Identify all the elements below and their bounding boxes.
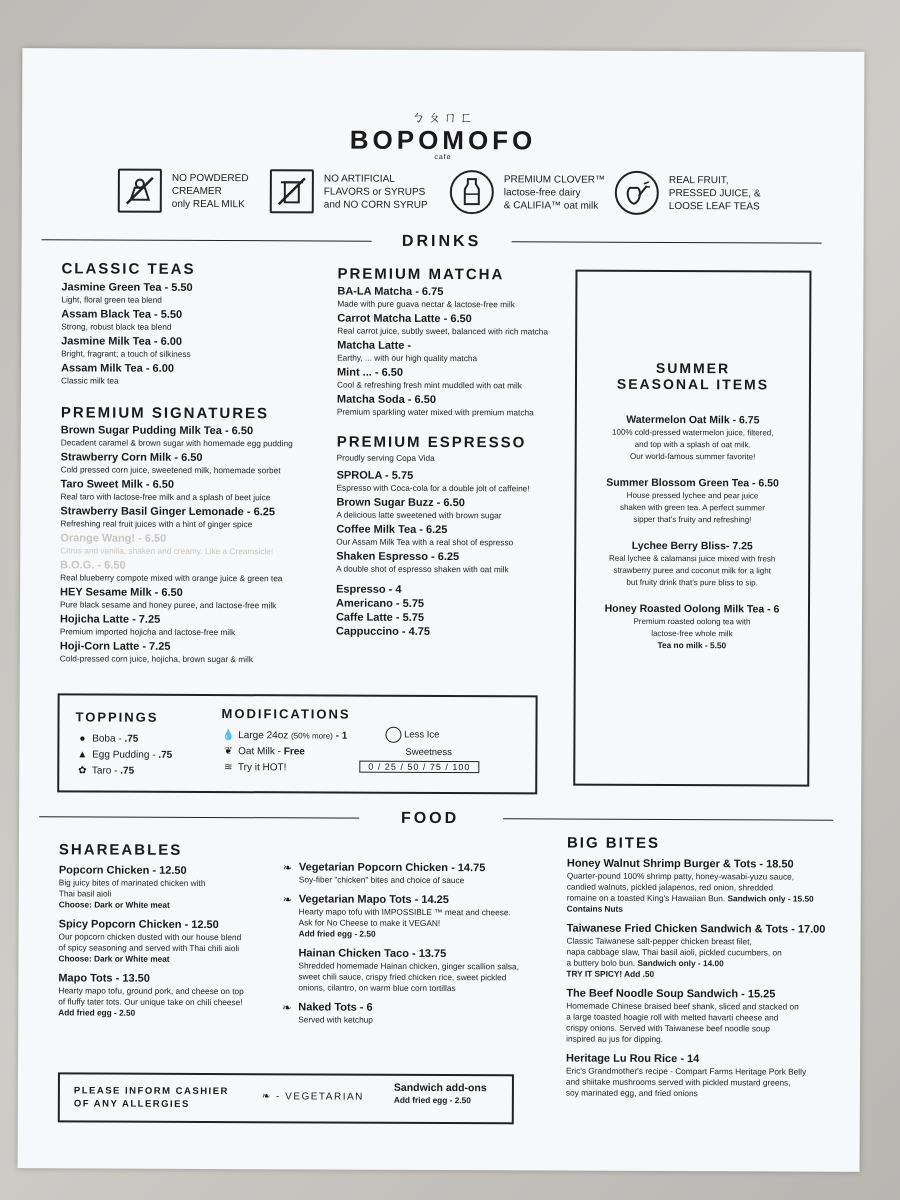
item-name: Assam Milk Tea - 6.00 <box>61 362 174 375</box>
item-desc: Decadent caramel & brown sugar with homemade egg pudding <box>60 437 293 449</box>
menu-item <box>337 286 577 311</box>
vegetarian-legend: ❧ - VEGETARIAN <box>261 1091 364 1103</box>
item-desc: inspired au jus for dipping. <box>566 1033 664 1044</box>
item-name: Vegetarian Mapo Tots - 14.25 <box>298 893 449 907</box>
allergy-note <box>74 1084 229 1111</box>
item-note: TRY IT SPICY! Add .50 <box>566 968 655 979</box>
heat-icon: ≋ <box>224 762 233 774</box>
toppings-title: TOPPINGS <box>75 709 159 725</box>
category-title: PREMIUM MATCHA <box>337 265 505 284</box>
leaf-icon: ❧ <box>282 894 292 907</box>
badge-text-line: only REAL MILK <box>171 198 245 210</box>
menu-item <box>337 394 577 419</box>
seasonal-title: SUMMER <box>655 359 731 377</box>
item-desc: Real lychee & calamansi juice mixed with fresh <box>609 553 776 564</box>
item-desc: crispy onions. Served with Taiwanese beef noodle soup <box>566 1022 770 1034</box>
badge-no-creamer <box>118 169 249 214</box>
menu-item <box>337 470 577 495</box>
item-name: Jasmine Green Tea - 5.50 <box>61 281 193 294</box>
item-desc: A double shot of espresso shaken with oat milk <box>336 563 509 575</box>
item-desc: Citrus and vanilla, shaken and creamy. Like a Creamsicle! <box>60 545 274 557</box>
topping-item: ● Boba - .75 <box>75 731 172 747</box>
item-name: Assam Black Tea - 5.50 <box>61 308 183 321</box>
addons-title: Sandwich add-ons <box>393 1081 487 1095</box>
item-desc: Refreshing real fruit juices with a hint of ginger spice <box>60 518 253 530</box>
item-name: BA-LA Matcha - 6.75 <box>337 285 444 299</box>
item-desc: Homemade Chinese braised beef shank, sliced and stacked on <box>566 1000 799 1012</box>
item-name: Vegetarian Popcorn Chicken - 14.75 <box>298 861 486 875</box>
item-desc: Classic Taiwanese salt-pepper chicken breast filet, <box>566 935 752 947</box>
shareables-section <box>58 841 292 1019</box>
seasonal-title: SEASONAL ITEMS <box>616 375 770 393</box>
menu-item <box>336 551 576 576</box>
item-desc: Ask for No Cheese to make it VEGAN! <box>298 917 441 928</box>
item-desc: and shiitake mushrooms served with pickled mustard greens, <box>565 1076 791 1088</box>
menu-item <box>283 861 553 886</box>
menu-item <box>60 613 350 638</box>
topping-item: ▲ Egg Pudding - .75 <box>75 747 172 763</box>
item-desc: of spicy seasoning and served with Thai chili aioli <box>58 942 240 954</box>
badge-text-line: & CALIFIA™ oat milk <box>503 199 599 212</box>
logo-glyphs: ㄅㄆㄇㄈ <box>411 108 476 126</box>
menu-item <box>576 603 808 652</box>
menu-item <box>61 308 341 333</box>
sandwich-addons <box>394 1082 487 1106</box>
menu-item <box>336 524 576 549</box>
sweetness-label: Sweetness <box>405 746 452 759</box>
allergy-line: OF ANY ALLERGIES <box>73 1098 190 1110</box>
menu-item <box>567 858 857 916</box>
item-name: Honey Roasted Oolong Milk Tea - 6 <box>604 602 780 616</box>
leaf-icon: ❧ <box>282 862 293 875</box>
menu-item <box>61 335 341 360</box>
item-desc: napa cabbage slaw, Thai basil aioli, pickled cucumbers, on <box>566 946 782 958</box>
item-desc: Quarter-pound 100% shrimp patty, honey-wasabi-yuzu sauce, <box>566 870 795 882</box>
item-desc: Served with ketchup <box>298 1014 373 1025</box>
category-title: PREMIUM SIGNATURES <box>60 404 270 423</box>
menu-item <box>60 532 350 557</box>
item-name: Naked Tots - 6 <box>298 1001 373 1014</box>
item-desc: Hearty mapo tofu, ground pork, and cheese on top <box>58 985 244 997</box>
item-name: Strawberry Corn Milk - 6.50 <box>60 451 203 464</box>
item-desc: Soy-fiber "chicken" bites and choice of sauce <box>298 874 465 886</box>
item-name: SPROLA - 5.75 <box>336 469 414 482</box>
allergy-line: PLEASE INFORM CASHIER <box>73 1085 229 1098</box>
item-desc: Earthy, ... with our high quality matcha <box>337 352 478 364</box>
item-name: Watermelon Oat Milk - 6.75 <box>626 413 760 427</box>
item-desc: Real blueberry compote mixed with orange juice & green tea <box>60 572 283 584</box>
item-name: Hojicha Latte - 7.25 <box>59 613 161 626</box>
item-note: Choose: Dark or White meat <box>58 953 170 964</box>
item-note: Choose: Dark or White meat <box>58 899 170 910</box>
badge-text-line: REAL FRUIT, <box>668 174 729 186</box>
item-name: Orange Wang! - 6.50 <box>60 532 167 545</box>
menu-item <box>576 540 808 590</box>
badge-text-line: PRESSED JUICE, & <box>668 187 761 199</box>
item-name: Taro Sweet Milk - 6.50 <box>60 478 175 491</box>
item-desc: A delicious latte sweetened with brown sugar <box>336 509 502 521</box>
egg-pudding-icon: ▲ <box>77 749 88 761</box>
modification-item: ≋ Try it HOT! <box>221 760 347 777</box>
footer-box <box>58 1072 514 1124</box>
badge-text-line: PREMIUM CLOVER™ <box>503 173 606 186</box>
category-title: BIG BITES <box>566 834 661 852</box>
item-desc: a buttery bolo bun. Sandwich only - 14.00 <box>566 957 724 969</box>
item-desc: soy marinated egg, and fried onions <box>565 1087 698 1099</box>
milk-bottle-icon <box>450 170 494 214</box>
modifications-list <box>221 728 347 777</box>
item-name: Caffe Latte - 5.75 <box>335 611 425 624</box>
item-name: Hoji-Corn Latte - 7.25 <box>59 640 171 653</box>
item-note: Add fried egg - 2.50 <box>298 928 376 939</box>
item-desc: Premium roasted oolong tea with <box>633 616 751 627</box>
modifications-title: MODIFICATIONS <box>221 706 351 722</box>
item-desc: of fluffy tater tots. Our unique take on chili cheese! <box>58 996 243 1008</box>
badge-text-line: and NO CORN SYRUP <box>323 198 428 211</box>
droplets-icon: 💧 <box>222 730 235 742</box>
topping-name: Taro <box>91 765 112 777</box>
badge-text-line: NO ARTIFICIAL <box>323 172 395 185</box>
item-desc: Real taro with lactose-free milk and a splash of beet juice <box>60 491 271 503</box>
item-desc: Real carrot juice, subtly sweet, balanced with rich matcha <box>337 325 548 337</box>
item-desc: romaine on a toasted King's Hawaiian Bun. Sandwich only - 15.50 <box>566 892 814 904</box>
item-name: Honey Walnut Shrimp Burger & Tots - 18.50 <box>566 857 794 871</box>
premium-matcha-section <box>337 266 578 419</box>
topping-price: .75 <box>124 733 139 745</box>
logo-subtitle: cafe <box>434 153 452 162</box>
item-name: Popcorn Chicken - 12.50 <box>58 864 187 877</box>
item-desc: Hearty mapo tofu with IMPOSSIBLE ™ meat and cheese. <box>298 906 511 918</box>
item-desc: Cool & refreshing fresh mint muddled with oat milk <box>336 379 522 391</box>
premium-signatures-section <box>60 404 351 665</box>
item-desc: but fruity drink that's pure bliss to sip. <box>626 577 758 588</box>
badge-real-fruit <box>615 171 761 216</box>
menu-item <box>60 559 350 584</box>
item-name: Heritage Lu Rou Rice - 14 <box>566 1052 700 1066</box>
menu-item <box>58 972 288 1019</box>
taro-icon: ✿ <box>78 765 87 777</box>
menu-item <box>60 640 350 665</box>
menu-item <box>58 918 288 965</box>
badge-text-line: CREAMER <box>171 185 222 197</box>
item-name: Strawberry Basil Ginger Lemonade - 6.25 <box>60 505 276 519</box>
item-name: The Beef Noodle Soup Sandwich - 15.25 <box>566 987 776 1001</box>
item-desc: shaken with green tea. A perfect summer <box>619 502 765 513</box>
menu-item <box>61 424 351 449</box>
food-title: FOOD <box>400 809 460 828</box>
less-ice-icon <box>385 727 401 743</box>
topping-price: .75 <box>158 749 173 761</box>
leaf-icon: ❧ <box>282 1002 292 1015</box>
item-name: Taiwanese Fried Chicken Sandwich & Tots - 17.00 <box>566 922 826 936</box>
item-note: Tea no milk - 5.50 <box>657 639 727 651</box>
section-subtitle: Proudly serving Copa Vida <box>336 452 435 463</box>
item-desc: sipper that's fruity and refreshing! <box>633 514 752 525</box>
item-desc: Premium imported hojicha and lactose-free milk <box>59 626 236 638</box>
middle-food-column <box>282 861 553 1026</box>
no-powdered-creamer-icon <box>118 169 162 213</box>
modification-item: ❦ Oat Milk - Free <box>221 744 347 761</box>
boba-icon: ● <box>79 733 86 745</box>
item-desc: and top with a splash of oat milk. <box>634 439 751 450</box>
toppings-list <box>75 731 172 779</box>
badge-clover <box>450 170 605 215</box>
item-desc: 100% cold-pressed watermelon juice, filtered, <box>612 427 774 438</box>
badge-text-line: FLAVORS or SYRUPS <box>323 185 426 198</box>
menu-item <box>61 281 341 306</box>
oat-icon: ❦ <box>224 746 233 758</box>
item-name: Summer Blossom Green Tea - 6.50 <box>606 476 779 490</box>
menu-sheet <box>18 48 865 1172</box>
item-name: Brown Sugar Pudding Milk Tea - 6.50 <box>60 424 254 438</box>
category-title: PREMIUM ESPRESSO <box>336 433 527 452</box>
item-name: HEY Sesame Milk - 6.50 <box>60 586 183 599</box>
logo: BOPOMOFO <box>349 124 537 156</box>
topping-name: Egg Pudding <box>92 749 150 761</box>
item-inline-price: Sandwich only - 14.00 <box>637 957 724 969</box>
item-note: Add fried egg - 2.50 <box>58 1007 136 1018</box>
topping-name: Boba <box>92 733 116 745</box>
badge-text-line: LOOSE LEAF TEAS <box>668 200 760 212</box>
item-desc: sweet chili sauce, crispy fried chicken rice, sweet pickled <box>298 971 507 983</box>
drinks-title: DRINKS <box>401 232 482 251</box>
menu-item <box>60 505 350 530</box>
item-name: Cappuccino - 4.75 <box>335 625 431 638</box>
item-desc: Our world-famous summer favorite! <box>629 451 756 462</box>
item-desc: strawberry puree and coconut milk for a light <box>613 565 771 576</box>
item-desc: Shredded homemade Hainan chicken, ginger scallion salsa, <box>298 960 519 972</box>
menu-item <box>283 893 553 940</box>
item-desc: Our popcorn chicken dusted with our house blend <box>58 931 242 943</box>
item-inline-price: Sandwich only - 15.50 <box>727 893 814 904</box>
item-desc: Classic milk tea <box>60 375 119 386</box>
item-desc: Made with pure guava nectar & lactose-free milk <box>337 298 515 310</box>
item-desc: candied walnuts, pickled jalapenos, red onion, shredded <box>566 881 774 893</box>
sweetness-scale: 0 / 25 / 50 / 75 / 100 <box>359 761 479 774</box>
item-desc: Premium sparkling water mixed with premium matcha <box>336 406 534 418</box>
menu-item <box>566 1053 856 1100</box>
menu-item <box>566 923 856 981</box>
modification-item: 💧 Large 24oz (50% more) - 1 <box>221 728 347 745</box>
item-desc: House pressed lychee and pear juice <box>626 490 759 501</box>
item-desc: onions, cilantro, on warm blue corn tortillas <box>298 982 456 994</box>
fruit-icon <box>615 171 659 215</box>
item-name: Matcha Latte - <box>337 339 412 352</box>
less-ice-option: Less Ice <box>385 727 439 743</box>
menu-item <box>337 340 577 365</box>
toppings-modifications-box <box>57 693 537 794</box>
item-desc: Espresso with Coca-cola for a double jolt of caffeine! <box>336 482 530 494</box>
item-name: Espresso - 4 <box>336 583 402 596</box>
menu-item <box>60 586 350 611</box>
big-bites-section <box>566 835 857 1100</box>
badge-text-line: NO POWDERED <box>171 172 249 184</box>
item-name: Matcha Soda - 6.50 <box>336 393 436 406</box>
item-desc: Light, floral green tea blend <box>61 294 162 305</box>
item-desc: Pure black sesame and honey puree, and lactose-free milk <box>59 599 277 611</box>
topping-item: ✿ Taro - .75 <box>75 763 172 779</box>
item-desc: a large toasted hoagie roll with melted havarti cheese and <box>566 1011 779 1023</box>
item-name: Coffee Milk Tea - 6.25 <box>336 523 448 537</box>
menu-item <box>576 477 808 527</box>
menu-item <box>337 367 577 392</box>
divider <box>512 241 822 243</box>
menu-item <box>59 864 289 911</box>
category-title: CLASSIC TEAS <box>61 260 196 278</box>
menu-item <box>60 478 350 503</box>
item-name: Americano - 5.75 <box>336 597 425 610</box>
item-desc: Cold-pressed corn juice, hojicha, brown sugar & milk <box>59 653 254 665</box>
item-name: B.O.G. - 6.50 <box>60 559 126 572</box>
item-name: Jasmine Milk Tea - 6.00 <box>61 335 183 348</box>
category-title: SHAREABLES <box>58 841 183 859</box>
no-artificial-flavors-icon <box>270 169 314 213</box>
item-desc: Cold pressed corn juice, sweetened milk, homemade sorbet <box>60 464 281 476</box>
item-desc: Bright, fragrant; a touch of silkiness <box>61 348 191 359</box>
item-name: Shaken Espresso - 6.25 <box>336 550 460 564</box>
menu-item <box>282 1001 552 1026</box>
divider <box>42 239 372 241</box>
divider <box>39 816 359 818</box>
espresso-simple-list <box>336 583 576 640</box>
badge-no-artificial <box>270 169 428 214</box>
item-name: Spicy Popcorn Chicken - 12.50 <box>58 918 219 932</box>
item-desc: lactose-free whole milk <box>651 628 733 639</box>
menu-item <box>577 414 809 464</box>
divider <box>503 818 833 820</box>
item-desc: Thai basil aioli <box>58 888 112 899</box>
item-name: Mapo Tots - 13.50 <box>58 972 150 985</box>
item-name: Carrot Matcha Latte - 6.50 <box>337 312 472 326</box>
seasonal-box <box>573 270 811 787</box>
menu-item <box>337 313 577 338</box>
item-note: Contains Nuts <box>566 903 623 914</box>
addons-item: Add fried egg - 2.50 <box>393 1094 471 1106</box>
leaf-icon: ❧ <box>261 1091 272 1103</box>
item-name: Mint ... - 6.50 <box>337 366 404 379</box>
item-desc: Strong, robust black tea blend <box>61 321 172 332</box>
topping-price: .75 <box>120 765 135 777</box>
item-desc: Big juicy bites of marinated chicken with <box>58 877 206 888</box>
classic-teas-section <box>61 260 342 387</box>
menu-item <box>282 947 552 994</box>
menu-item <box>61 451 351 476</box>
item-desc: Eric's Grandmother's recipe - Compart Farms Heritage Pork Belly <box>565 1065 807 1077</box>
menu-item <box>566 988 856 1046</box>
premium-espresso-section <box>336 434 577 640</box>
item-name: Lychee Berry Bliss- 7.25 <box>631 539 753 553</box>
menu-item <box>336 497 576 522</box>
badge-text-line: lactose-free dairy <box>503 186 581 199</box>
item-name: Brown Sugar Buzz - 6.50 <box>336 496 465 510</box>
item-desc: Our Assam Milk Tea with a real shot of espresso <box>336 536 514 548</box>
menu-item <box>61 362 341 387</box>
item-name: Hainan Chicken Taco - 13.75 <box>298 947 447 961</box>
